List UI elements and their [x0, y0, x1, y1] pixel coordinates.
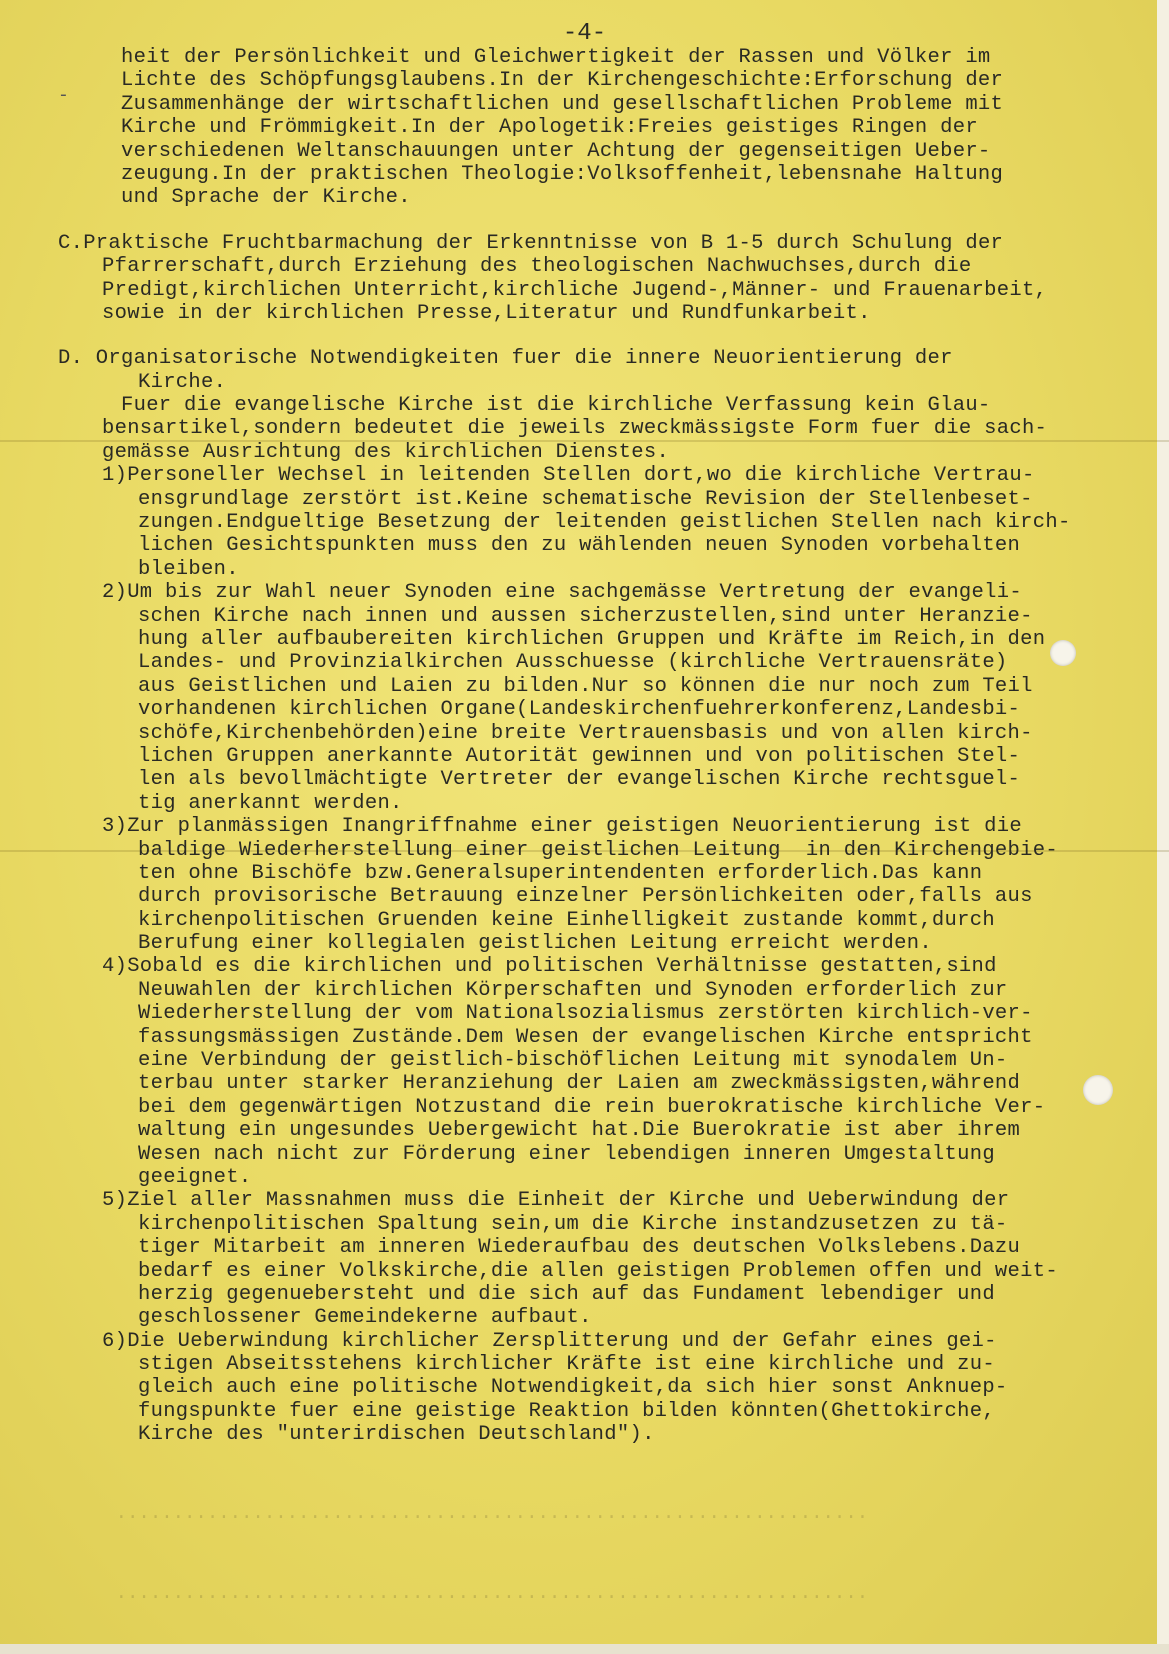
- text-line: Predigt,kirchlichen Unterricht,kirchliche Jugend-,Männer- und Frauenarbeit,: [102, 278, 1048, 302]
- text-line: geschlossener Gemeindekerne aufbaut.: [138, 1306, 592, 1330]
- text-line: Wiederherstellung der vom Nationalsozialismus zerstörten kirchlich-ver-: [138, 1002, 1033, 1026]
- text-line: vorhandenen kirchlichen Organe(Landeskirchenfuehrerkonferenz,Landesbi-: [138, 698, 1021, 722]
- text-line: und Sprache der Kirche.: [121, 186, 411, 210]
- text-line: len als bevollmächtigte Vertreter der evangelischen Kirche rechtsguel-: [138, 768, 1021, 792]
- text-line: gemässe Ausrichtung des kirchlichen Dienstes.: [102, 440, 670, 464]
- text-line: lichen Gruppen anerkannte Autorität gewinnen und von politischen Stel-: [138, 744, 1021, 768]
- text-line: baldige Wiederherstellung einer geistlichen Leitung in den Kirchengebie-: [138, 838, 1058, 862]
- text-line: bedarf es einer Volkskirche,die allen geistigen Problemen offen und weit-: [138, 1259, 1058, 1283]
- text-line: Kirche.: [138, 370, 227, 394]
- text-line: ensgrundlage zerstört ist.Keine schematische Revision der Stellenbeset-: [138, 487, 1033, 511]
- text-line: waltung ein ungesundes Uebergewicht hat.Die Buerokratie ist aber ihrem: [138, 1119, 1021, 1143]
- text-line: sowie in der kirchlichen Presse,Literatur und Rundfunkarbeit.: [102, 301, 871, 325]
- text-line: terbau unter starker Heranziehung der Laien am zweckmässigsten,während: [138, 1072, 1021, 1096]
- text-line: ten ohne Bischöfe bzw.Generalsuperintendenten erforderlich.Das kann: [138, 861, 983, 885]
- text-line: gleich auch eine politische Notwendigkeit,da sich hier sonst Anknuep-: [138, 1376, 1008, 1400]
- text-line: kirchenpolitischen Gruenden keine Einhelligkeit zustande kommt,durch: [138, 908, 995, 932]
- page-number: -4-: [562, 20, 607, 47]
- text-line: herzig gegenuebersteht und die sich auf das Fundament lebendiger und: [138, 1282, 995, 1306]
- text-line: 1)Personeller Wechsel in leitenden Stellen dort,wo die kirchliche Vertrau-: [102, 464, 1035, 488]
- text-line: kirchenpolitischen Spaltung sein,um die Kirche instandzusetzen zu tä-: [138, 1212, 1008, 1236]
- text-line: 4)Sobald es die kirchlichen und politischen Verhältnisse gestatten,sind: [102, 955, 997, 979]
- paragraph-gap: [58, 325, 1138, 347]
- text-line: eine Verbindung der geistlich-bischöflichen Leitung mit synodalem Un-: [138, 1049, 1008, 1073]
- text-line: fungspunkte fuer eine geistige Reaktion bilden könnten(Ghettokirche,: [138, 1399, 995, 1423]
- text-line: zeugung.In der praktischen Theologie:Volksoffenheit,lebensnahe Haltung: [121, 162, 1004, 186]
- typed-text-body: [58, 46, 1138, 1447]
- text-line: verschiedenen Weltanschauungen unter Achtung der gegenseitigen Ueber-: [121, 139, 991, 163]
- text-line: D. Organisatorische Notwendigkeiten fuer die innere Neuorientierung der: [58, 347, 953, 371]
- paragraph-gap: [58, 210, 1138, 232]
- text-line: Fuer die evangelische Kirche ist die kirchliche Verfassung kein Glau-: [121, 394, 991, 418]
- text-line: aus Geistlichen und Laien zu bilden.Nur so können die nur noch zum Teil: [138, 674, 1033, 698]
- text-line: tiger Mitarbeit am inneren Wiederaufbau des deutschen Volkslebens.Dazu: [138, 1236, 1021, 1260]
- text-line: Landes- und Provinzialkirchen Ausschuesse (kirchliche Vertrauensräte): [138, 651, 1008, 675]
- text-line: zungen.Endgueltige Besetzung der leitenden geistlichen Stellen nach kirch-: [138, 511, 1071, 535]
- text-line: lichen Gesichtspunkten muss den zu wählenden neuen Synoden vorbehalten: [138, 534, 1021, 558]
- text-line: durch provisorische Betrauung einzelner Persönlichkeiten oder,falls aus: [138, 885, 1033, 909]
- text-line: 5)Ziel aller Massnahmen muss die Einheit der Kirche und Ueberwindung der: [102, 1189, 1010, 1213]
- bleed-through-text: ..................................................................: [115, 1502, 869, 1524]
- text-line: Zusammenhänge der wirtschaftlichen und gesellschaftlichen Probleme mit: [121, 92, 1004, 116]
- text-line: bleiben.: [138, 557, 239, 581]
- text-line: Neuwahlen der kirchlichen Körperschaften und Synoden erforderlich zur: [138, 978, 1008, 1002]
- bleed-through-text: ..................................................................: [115, 1582, 869, 1604]
- text-line: schen Kirche nach innen und aussen sicherzustellen,sind unter Heranzie-: [138, 604, 1033, 628]
- text-line: bensartikel,sondern bedeutet die jeweils zweckmässigste Form fuer die sach-: [102, 417, 1048, 441]
- text-line: geeignet.: [138, 1165, 252, 1189]
- text-line: tig anerkannt werden.: [138, 791, 403, 815]
- text-line: Pfarrerschaft,durch Erziehung des theologischen Nachwuchses,durch die: [102, 255, 972, 279]
- text-line: 3)Zur planmässigen Inangriffnahme einer geistigen Neuorientierung ist die: [102, 815, 1022, 839]
- text-line: fassungsmässigen Zustände.Dem Wesen der evangelischen Kirche entspricht: [138, 1025, 1033, 1049]
- text-line: stigen Abseitsstehens kirchlicher Kräfte ist eine kirchliche und zu-: [138, 1353, 995, 1377]
- margin-mark: -: [58, 86, 69, 106]
- page-edge-bottom: [0, 1644, 1169, 1654]
- text-line: Kirche des "unterirdischen Deutschland").: [138, 1423, 655, 1447]
- text-line: heit der Persönlichkeit und Gleichwertigkeit der Rassen und Völker im: [121, 46, 991, 69]
- text-line: 2)Um bis zur Wahl neuer Synoden eine sachgemässe Vertretung der evangeli-: [102, 581, 1022, 605]
- page-edge-right: [1157, 0, 1169, 1654]
- text-line: Wesen nach nicht zur Förderung einer lebendigen inneren Umgestaltung: [138, 1142, 995, 1166]
- text-line: Kirche und Frömmigkeit.In der Apologetik:Freies geistiges Ringen der: [121, 116, 978, 140]
- text-line: hung aller aufbaubereiten kirchlichen Gruppen und Kräfte im Reich,in den: [138, 627, 1046, 651]
- text-line: schöfe,Kirchenbehörden)eine breite Vertrauensbasis und von allen kirch-: [138, 721, 1033, 745]
- text-line: bei dem gegenwärtigen Notzustand die rein buerokratische kirchliche Ver-: [138, 1095, 1046, 1119]
- text-line: 6)Die Ueberwindung kirchlicher Zersplitterung und der Gefahr eines gei-: [102, 1329, 997, 1353]
- text-line: Lichte des Schöpfungsglaubens.In der Kirchengeschichte:Erforschung der: [121, 69, 1004, 93]
- text-line: C.Praktische Fruchtbarmachung der Erkenntnisse von B 1-5 durch Schulung der: [58, 231, 1004, 255]
- text-line: Berufung einer kollegialen geistlichen Leitung erreicht werden.: [138, 932, 932, 956]
